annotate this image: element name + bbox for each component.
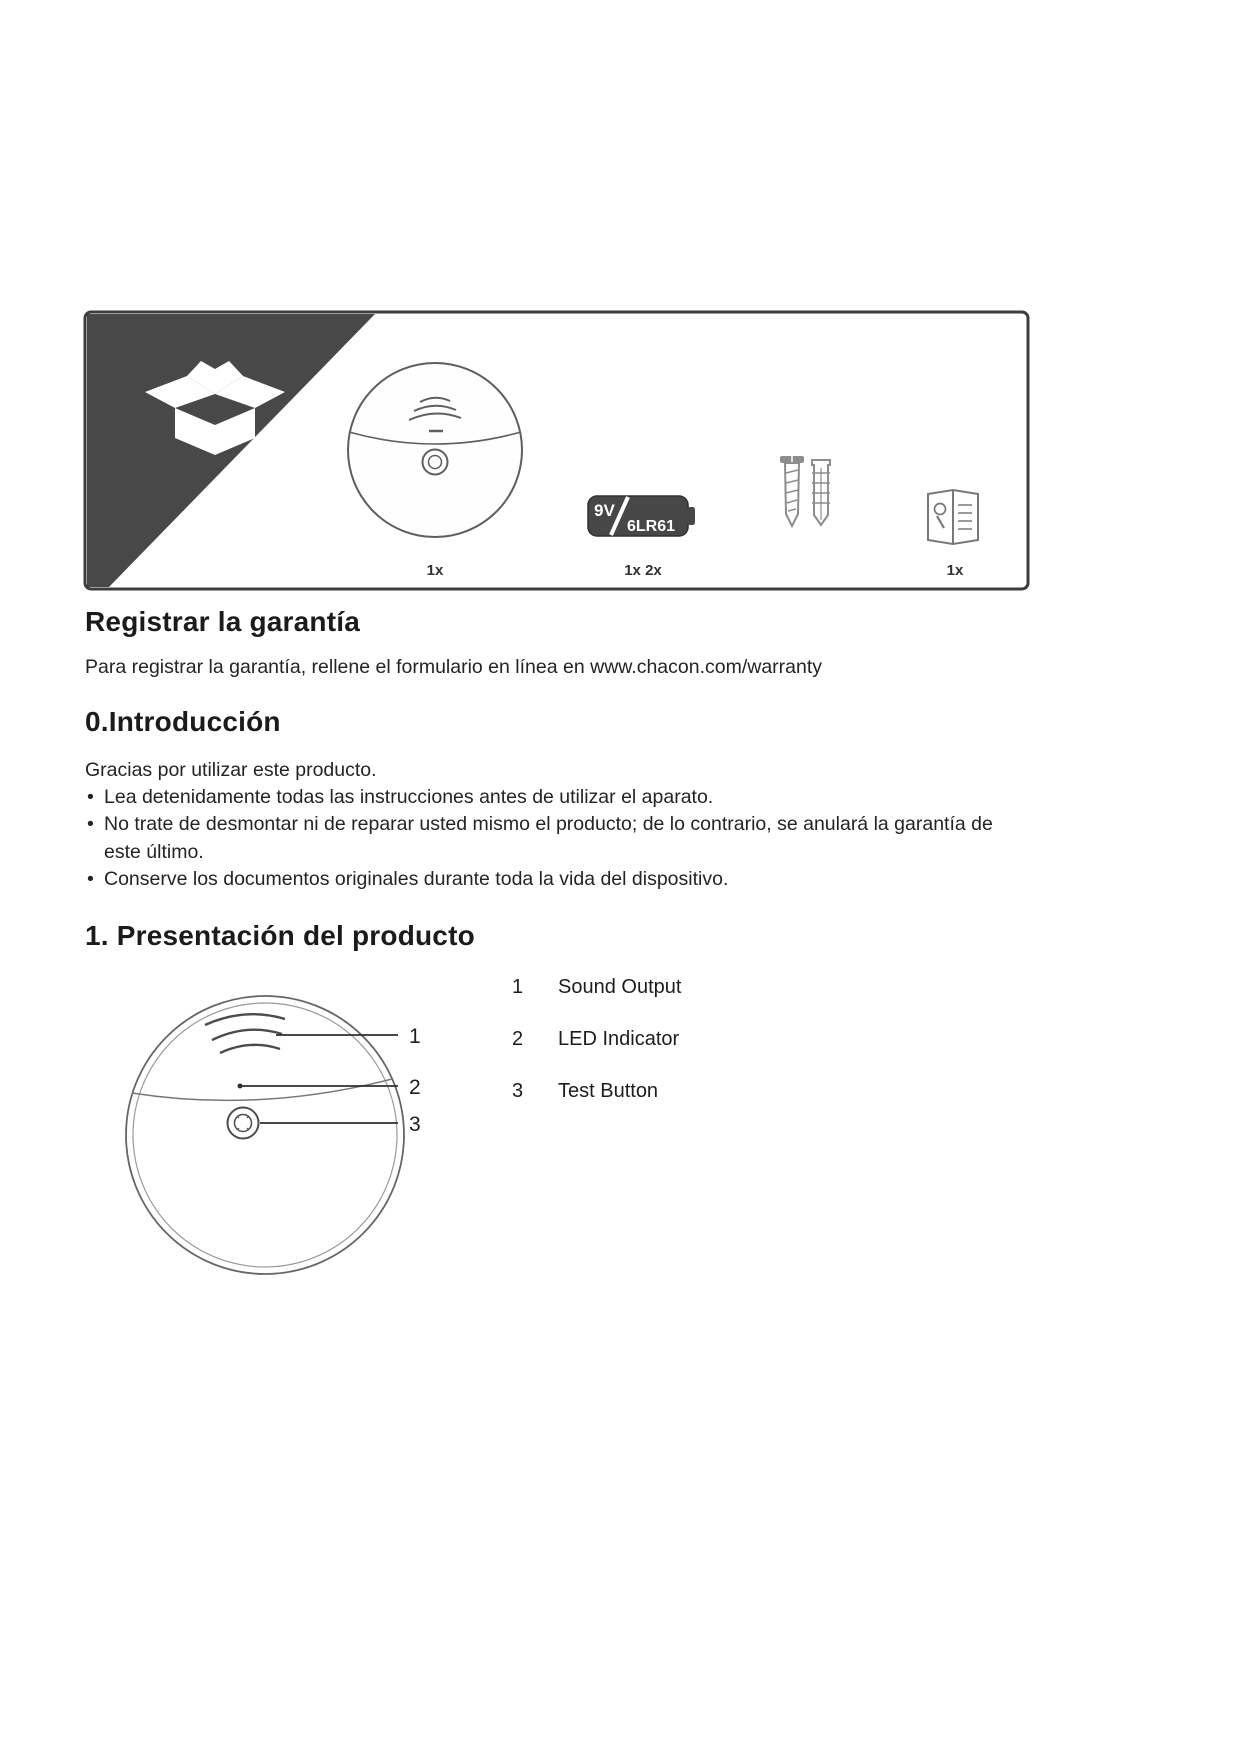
led-indicator-point (238, 1084, 243, 1089)
test-button-illustration (228, 1108, 259, 1139)
manual-icon (928, 490, 978, 544)
legend-label: LED Indicator (558, 1028, 680, 1050)
detector-count-label: 1x (426, 562, 444, 579)
manual-count-label: 1x (946, 562, 964, 579)
legend-label: Sound Output (558, 976, 682, 998)
smoke-detector-illustration (348, 363, 522, 537)
intro-bullet: • Conserve los documentos originales durante toda la vida del dispositivo. (85, 866, 1035, 893)
battery-icon (588, 496, 695, 536)
package-contents-figure (83, 310, 1030, 591)
battery-voltage-label: 9V (594, 501, 615, 520)
warranty-title: Registrar la garantía (85, 606, 360, 637)
callout-number-2: 2 (409, 1076, 421, 1099)
legend-row (512, 1028, 681, 1054)
warranty-body: Para registrar la garantía, rellene el formulario en línea en www.chacon.com/warranty (85, 656, 823, 678)
intro-title: 0.Introducción (85, 706, 281, 737)
legend-row (512, 976, 681, 1002)
battery-screws-count-label: 1x 2x (624, 562, 662, 579)
callout-number-3: 3 (409, 1113, 421, 1136)
legend-label: Test Button (558, 1080, 659, 1102)
intro-lead: Gracias por utilizar este producto. (85, 759, 377, 781)
intro-bullet: • No trate de desmontar ni de reparar usted mismo el producto; de lo contrario, se anulará la garantía de este último. (85, 811, 1035, 866)
callout-number-1: 1 (409, 1025, 421, 1048)
intro-bullet: • Lea detenidamente todas las instrucciones antes de utilizar el aparato. (85, 784, 1035, 811)
sound-output-arcs (205, 1014, 285, 1053)
legend-num: 2 (512, 1028, 524, 1050)
legend-num: 3 (512, 1080, 524, 1102)
legend-row (512, 1080, 681, 1106)
intro-bullet-list (85, 784, 1035, 893)
product-diagram (108, 985, 528, 1305)
battery-model-label: 6LR61 (627, 518, 676, 535)
wall-anchor-icon (812, 460, 830, 525)
presentation-title: 1. Presentación del producto (85, 920, 475, 951)
diagram-legend (512, 976, 681, 1132)
legend-num: 1 (512, 976, 524, 998)
